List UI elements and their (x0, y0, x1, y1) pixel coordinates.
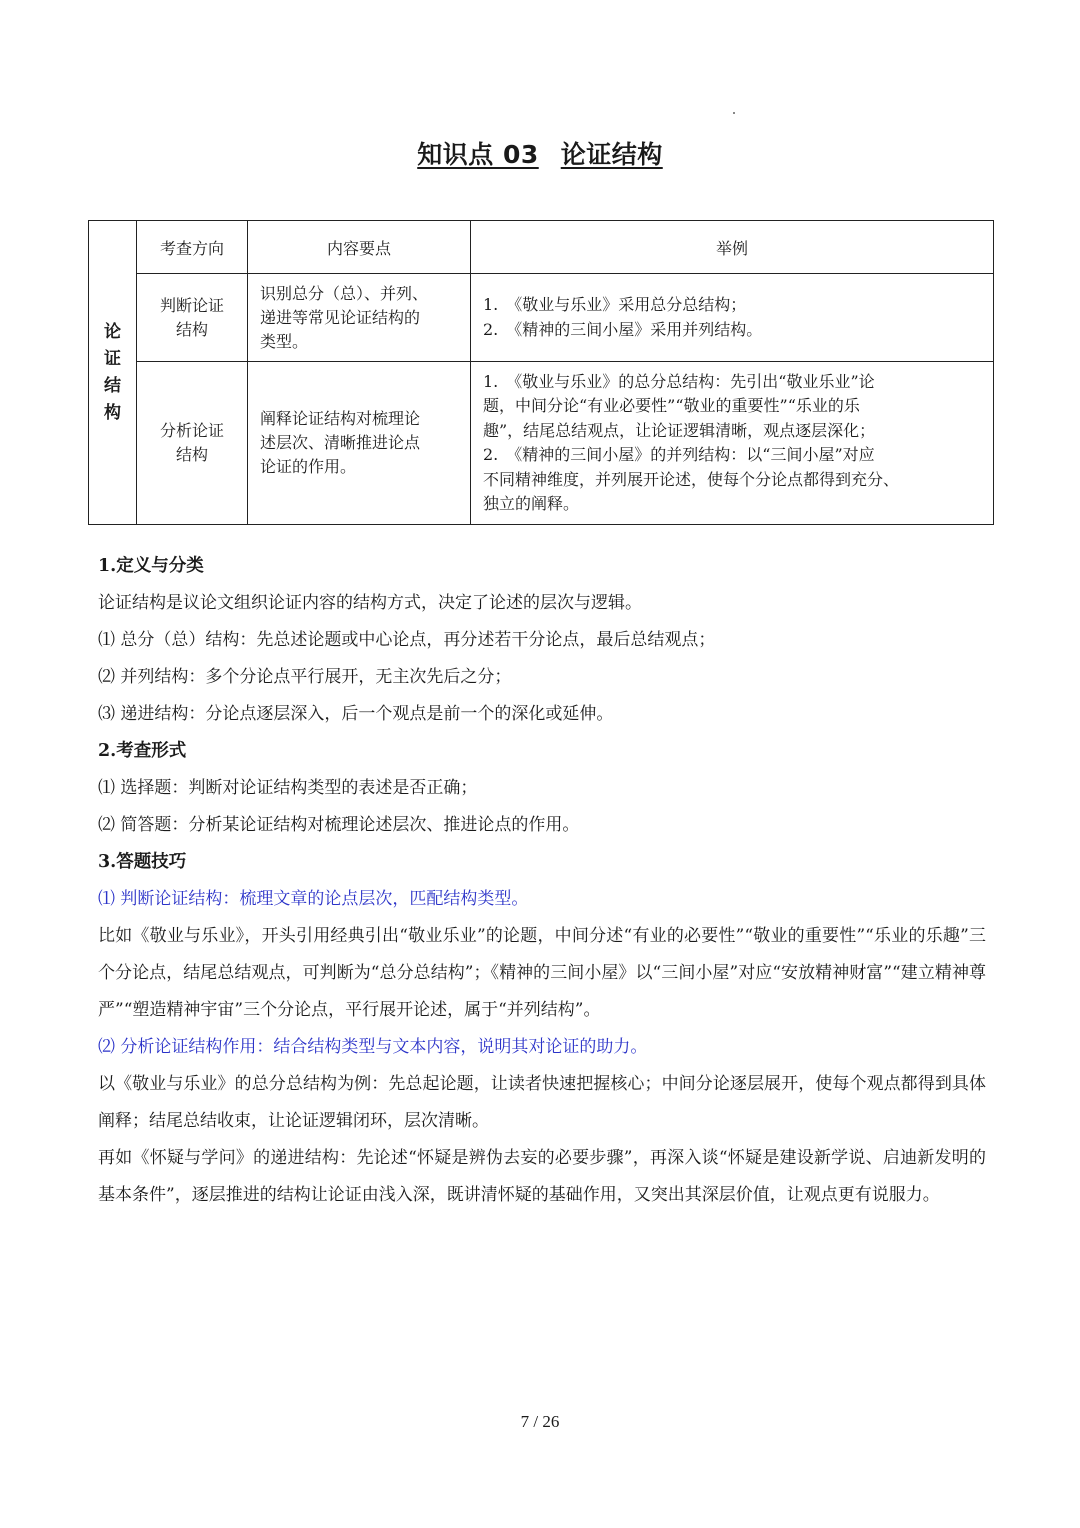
row-points: 阐释论证结构对梳理论 述层次、清晰推进论点 论证的作用。 (248, 362, 471, 525)
page-number: 7 / 26 (520, 1412, 560, 1431)
row-examples: 1. 《敬业与乐业》的总分总结构：先引出“敬业乐业”论 题，中间分论“有业必要性”“敬业的重要性”“乐业的乐 趣”，结尾总结观点，让论证逻辑清晰，观点逐层深化； 2. 《精神的三间小屋》的并列结构：以“三间小屋”对应 不同精神维度，并列展开论述，使每个分论点都得到充分、 独立的阐释。 (471, 362, 994, 525)
title-main: 论证结构 (560, 140, 663, 169)
row-points: 识别总分（总）、并列、 递进等常见论证结构的 类型。 (248, 274, 471, 362)
section-heading: 2.考查形式 (98, 741, 187, 761)
tip-paragraph: 比如《敬业与乐业》，开头引用经典引出“敬业乐业”的论题，中间分述“有业的必要性”“敬业的重要性”“乐业的乐趣”三个分论点，结尾总结观点，可判断为“总分总结构”；《精神的三间小屋》以“三间小屋”对应“安放精神财富”“建立精神尊严”“塑造精神宇宙”三个分论点，平行展开论述，属于“并列结构”。 (98, 926, 986, 1020)
page-title (0, 138, 1080, 172)
header-examples: 举例 (471, 221, 994, 274)
title-prefix: 知识点 03 (417, 140, 539, 169)
list-item: ⑵ 简答题：分析某论证结构对梳理论述层次、推进论点的作用。 (98, 815, 580, 835)
header-direction: 考查方向 (137, 221, 248, 274)
tip-paragraph: 再如《怀疑与学问》的递进结构：先论述“怀疑是辨伪去妄的必要步骤”，再深入谈“怀疑是建设新学说、启迪新发明的基本条件”，逐层推进的结构让论证由浅入深，既讲清怀疑的基础作用，又突出其深层价值，让观点更有说服力。 (98, 1148, 986, 1205)
row-direction: 分析论证 结构 (137, 362, 248, 525)
header-points: 内容要点 (248, 221, 471, 274)
section-heading: 1.定义与分类 (98, 556, 204, 576)
row-direction: 判断论证 结构 (137, 274, 248, 362)
list-item: ⑵ 并列结构：多个分论点平行展开，无主次先后之分； (98, 667, 512, 687)
row-examples: 1. 《敬业与乐业》采用总分总结构； 2. 《精神的三间小屋》采用并列结构。 (471, 274, 994, 362)
section-intro: 论证结构是议论文组织论证内容的结构方式，决定了论述的层次与逻辑。 (98, 593, 642, 613)
table-row (89, 362, 994, 525)
list-item: ⑴ 选择题：判断对论证结构类型的表述是否正确； (98, 778, 478, 798)
tip-heading: ⑴ 判断论证结构：梳理文章的论点层次，匹配结构类型。 (98, 889, 529, 909)
list-item: ⑴ 总分（总）结构：先总述论题或中心论点，再分述若干分论点，最后总结观点； (98, 630, 716, 650)
table-row (89, 274, 994, 362)
scan-dot (733, 112, 735, 114)
knowledge-table (88, 220, 994, 525)
section-heading: 3.答题技巧 (98, 852, 187, 872)
tip-heading: ⑵ 分析论证结构作用：结合结构类型与文本内容，说明其对论证的助力。 (98, 1037, 648, 1057)
list-item: ⑶ 递进结构：分论点逐层深入，后一个观点是前一个的深化或延伸。 (98, 704, 614, 724)
side-label: 论 证 结 构 (89, 221, 137, 525)
tip-paragraph: 以《敬业与乐业》的总分总结构为例：先总起论题，让读者快速把握核心；中间分论逐层展开，使每个观点都得到具体阐释；结尾总结收束，让论证逻辑闭环，层次清晰。 (98, 1074, 986, 1131)
content-body (98, 548, 986, 1214)
